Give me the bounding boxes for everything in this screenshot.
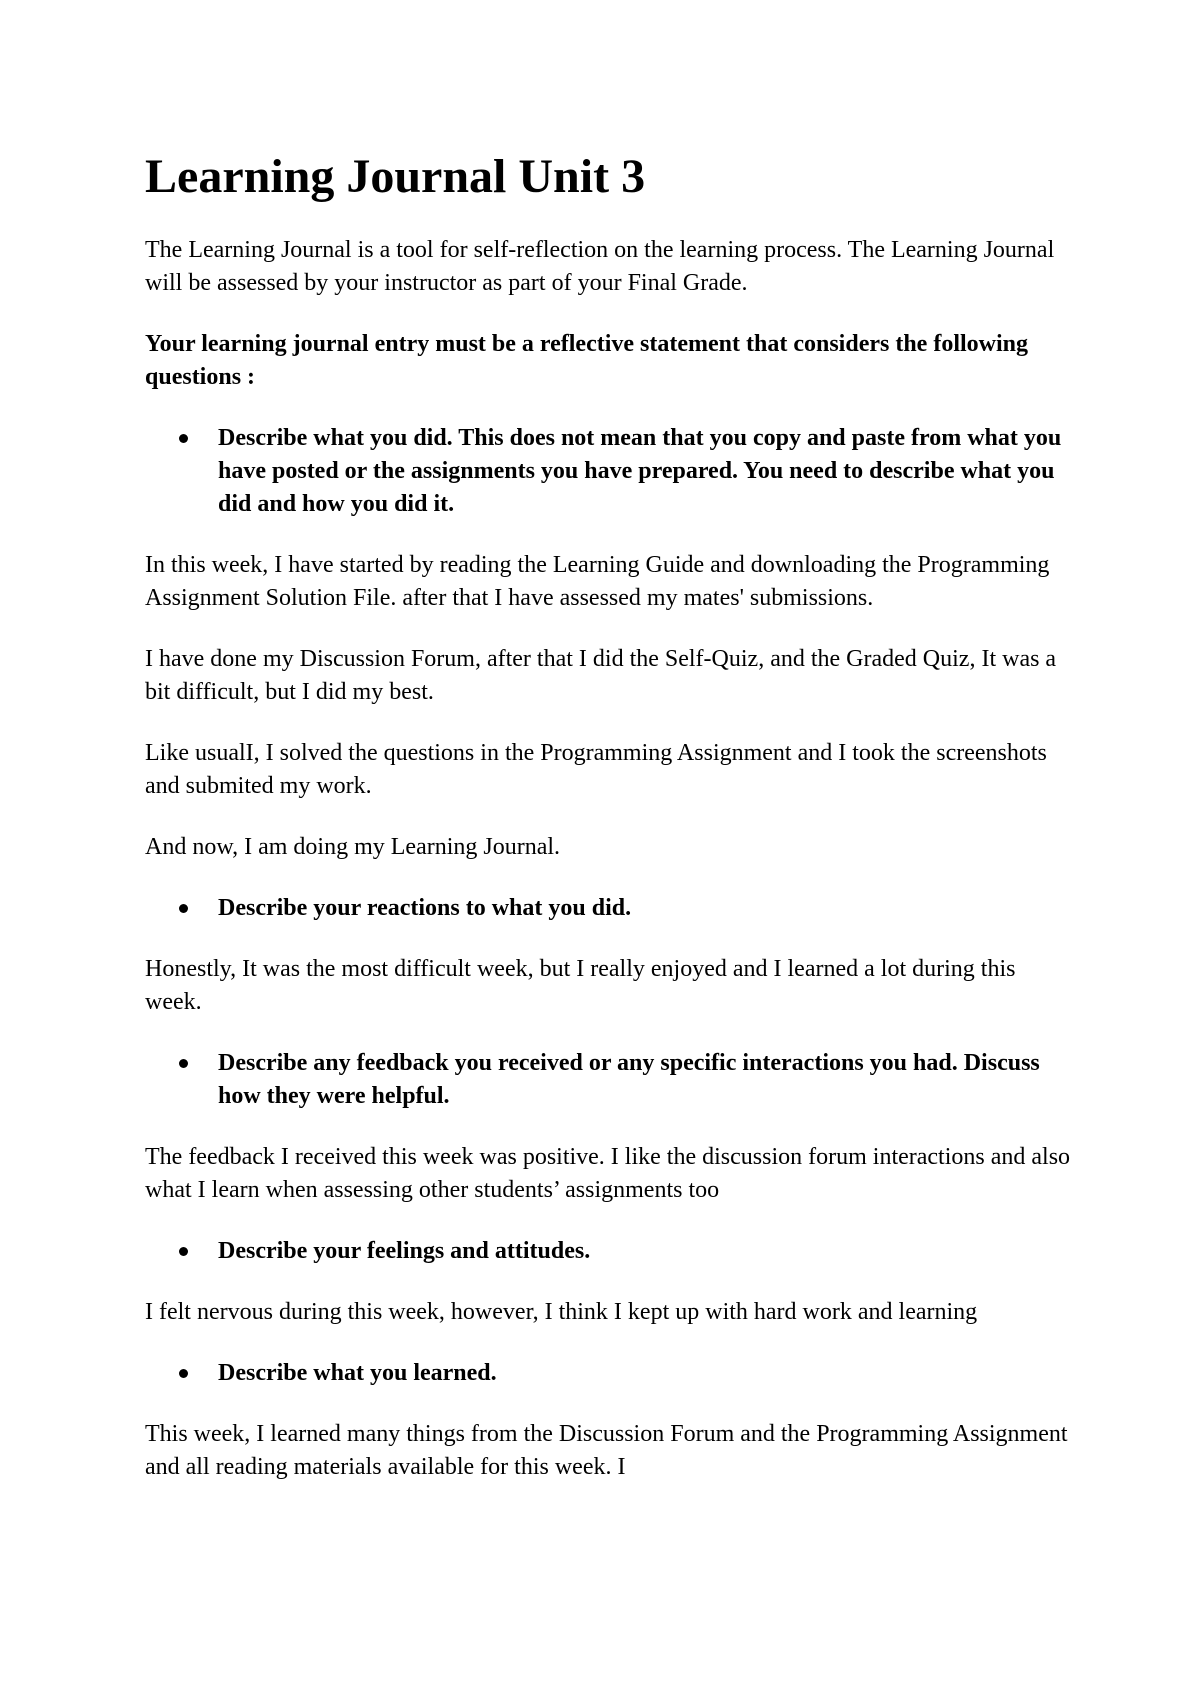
answer-paragraph: This week, I learned many things from the Discussion Forum and the Programming Assignment and all reading materials available for this week. I (145, 1421, 1068, 1480)
question-text: Describe any feedback you received or any specific interactions you had. Discuss how they were helpful. (218, 1050, 1040, 1109)
question-list-2 (145, 892, 1075, 925)
question-describe-feelings (145, 1235, 1075, 1268)
answer-paragraph: And now, I am doing my Learning Journal. (145, 834, 561, 860)
bullet-icon (179, 434, 188, 443)
question-text: Describe your feelings and attitudes. (218, 1238, 591, 1264)
answer-paragraph: Honestly, It was the most difficult week, but I really enjoyed and I learned a lot during this week. (145, 956, 1016, 1015)
question-text: Describe what you learned. (218, 1360, 497, 1386)
question-describe-reactions (145, 892, 1075, 925)
question-text: Describe what you did. This does not mean that you copy and paste from what you have posted or the assignments you have prepared. You need to describe what you did and how you did it. (218, 425, 1062, 517)
bullet-icon (179, 1059, 188, 1068)
answer-paragraph: In this week, I have started by reading the Learning Guide and downloading the Programming Assignment Solution File. after that I have assessed my mates' submissions. (145, 552, 1050, 611)
bullet-icon (179, 1369, 188, 1378)
document-page (145, 150, 1075, 1512)
answer-paragraph: I felt nervous during this week, however, I think I kept up with hard work and learning (145, 1299, 978, 1325)
answer-paragraph: I have done my Discussion Forum, after that I did the Self-Quiz, and the Graded Quiz, It was a bit difficult, but I did my best. (145, 646, 1057, 705)
question-list-4 (145, 1235, 1075, 1268)
bullet-icon (179, 1247, 188, 1256)
instruction-paragraph: Your learning journal entry must be a reflective statement that considers the following questions : (145, 331, 1029, 390)
question-describe-learned (145, 1357, 1075, 1390)
question-list-1 (145, 422, 1075, 521)
question-describe-feedback (145, 1047, 1075, 1113)
question-list-5 (145, 1357, 1075, 1390)
question-describe-what-you-did (145, 422, 1075, 521)
question-text: Describe your reactions to what you did. (218, 895, 632, 921)
answer-paragraph: Like usualI, I solved the questions in the Programming Assignment and I took the screenshots and submited my work. (145, 740, 1047, 799)
intro-paragraph: The Learning Journal is a tool for self-reflection on the learning process. The Learning Journal will be assessed by your instructor as part of your Final Grade. (145, 237, 1055, 296)
bullet-icon (179, 904, 188, 913)
document-title: Learning Journal Unit 3 (145, 150, 646, 203)
question-list-3 (145, 1047, 1075, 1113)
answer-paragraph: The feedback I received this week was positive. I like the discussion forum interactions and also what I learn when assessing other students’ assignments too (145, 1144, 1071, 1203)
